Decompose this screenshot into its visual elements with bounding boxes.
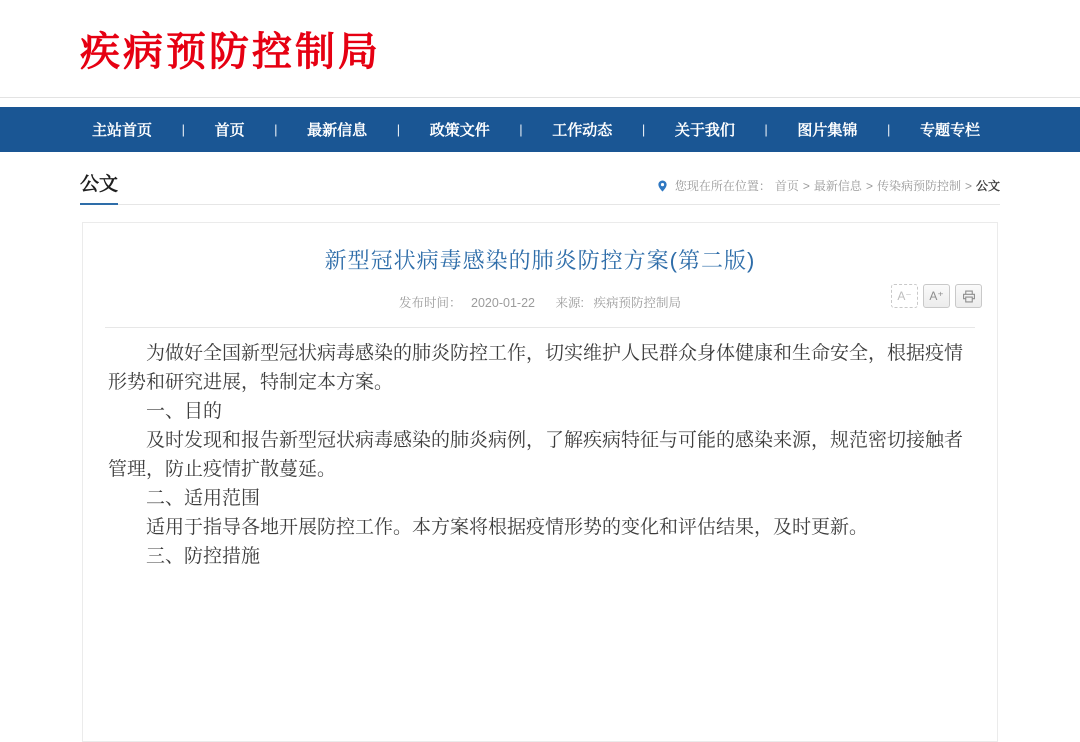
breadcrumb-link-infectious-disease-control[interactable]: 传染病预防控制 — [876, 179, 961, 193]
breadcrumb-prefix: 您现在所在位置： — [674, 179, 771, 193]
nav-separator: | — [764, 122, 768, 137]
site-logo[interactable]: 疾病预防控制局 — [80, 30, 381, 74]
font-decrease-button[interactable]: A⁻ — [891, 284, 918, 308]
source-label: 来源: — [555, 296, 584, 310]
section-tab-bar — [80, 169, 1000, 205]
breadcrumb-current: 公文 — [975, 179, 1000, 193]
nav-item-policy-documents[interactable]: 政策文件 — [429, 122, 490, 139]
article-tools — [891, 284, 982, 308]
nav-item-picture-gallery[interactable]: 图片集锦 — [797, 122, 858, 139]
nav-separator: | — [181, 122, 185, 137]
article-panel — [82, 222, 998, 742]
breadcrumb-separator: > — [802, 178, 810, 193]
article-divider — [105, 327, 975, 328]
source-value: 疾病预防控制局 — [593, 296, 681, 310]
breadcrumb — [657, 177, 1000, 204]
article-section-heading: 一、目的 — [146, 401, 223, 422]
nav-separator: | — [886, 122, 891, 137]
article-meta — [83, 293, 997, 311]
publish-time-label: 发布时间： — [399, 296, 462, 310]
breadcrumb-link-latest-news[interactable]: 最新信息 — [813, 179, 862, 193]
article-paragraph: 为做好全国新型冠状病毒感染的肺炎防控工作，切实维护人民群众身体健康和生命安全，根据疫情形势和研究进展，特制定本方案。 — [108, 343, 964, 393]
nav-item-main-site-home[interactable]: 主站首页 — [92, 122, 153, 139]
printer-icon — [962, 290, 976, 303]
article-section-heading: 三、防控措施 — [146, 546, 261, 567]
nav-item-about-us[interactable]: 关于我们 — [674, 122, 735, 139]
nav-separator: | — [396, 122, 401, 137]
tab-official-documents[interactable]: 公文 — [80, 169, 118, 205]
breadcrumb-separator: > — [865, 178, 873, 193]
site-header — [0, 0, 1080, 98]
breadcrumb-separator: > — [964, 178, 972, 193]
nav-item-special-topics[interactable]: 专题专栏 — [919, 122, 980, 139]
publish-date: 2020-01-22 — [471, 296, 535, 310]
nav-item-home[interactable]: 首页 — [214, 122, 245, 139]
breadcrumb-link-home[interactable]: 首页 — [774, 179, 799, 193]
article-title: 新型冠状病毒感染的肺炎防控方案(第二版) — [324, 248, 756, 273]
nav-separator: | — [519, 122, 523, 137]
article-paragraph: 及时发现和报告新型冠状病毒感染的肺炎病例，了解疾病特征与可能的感染来源，规范密切接触者管理，防止疫情扩散蔓延。 — [108, 430, 964, 480]
article-section-heading: 二、适用范围 — [146, 488, 261, 509]
nav-item-latest-news[interactable]: 最新信息 — [307, 122, 368, 139]
nav-separator: | — [641, 122, 646, 137]
font-increase-button[interactable]: A⁺ — [923, 284, 950, 308]
article-body — [108, 339, 972, 571]
location-pin-icon — [657, 179, 668, 193]
print-button[interactable] — [955, 284, 982, 308]
nav-item-work-updates[interactable]: 工作动态 — [552, 122, 613, 139]
nav-separator: | — [274, 122, 278, 137]
main-nav — [0, 107, 1080, 152]
article-paragraph: 适用于指导各地开展防控工作。本方案将根据疫情形势的变化和评估结果，及时更新。 — [146, 517, 869, 538]
